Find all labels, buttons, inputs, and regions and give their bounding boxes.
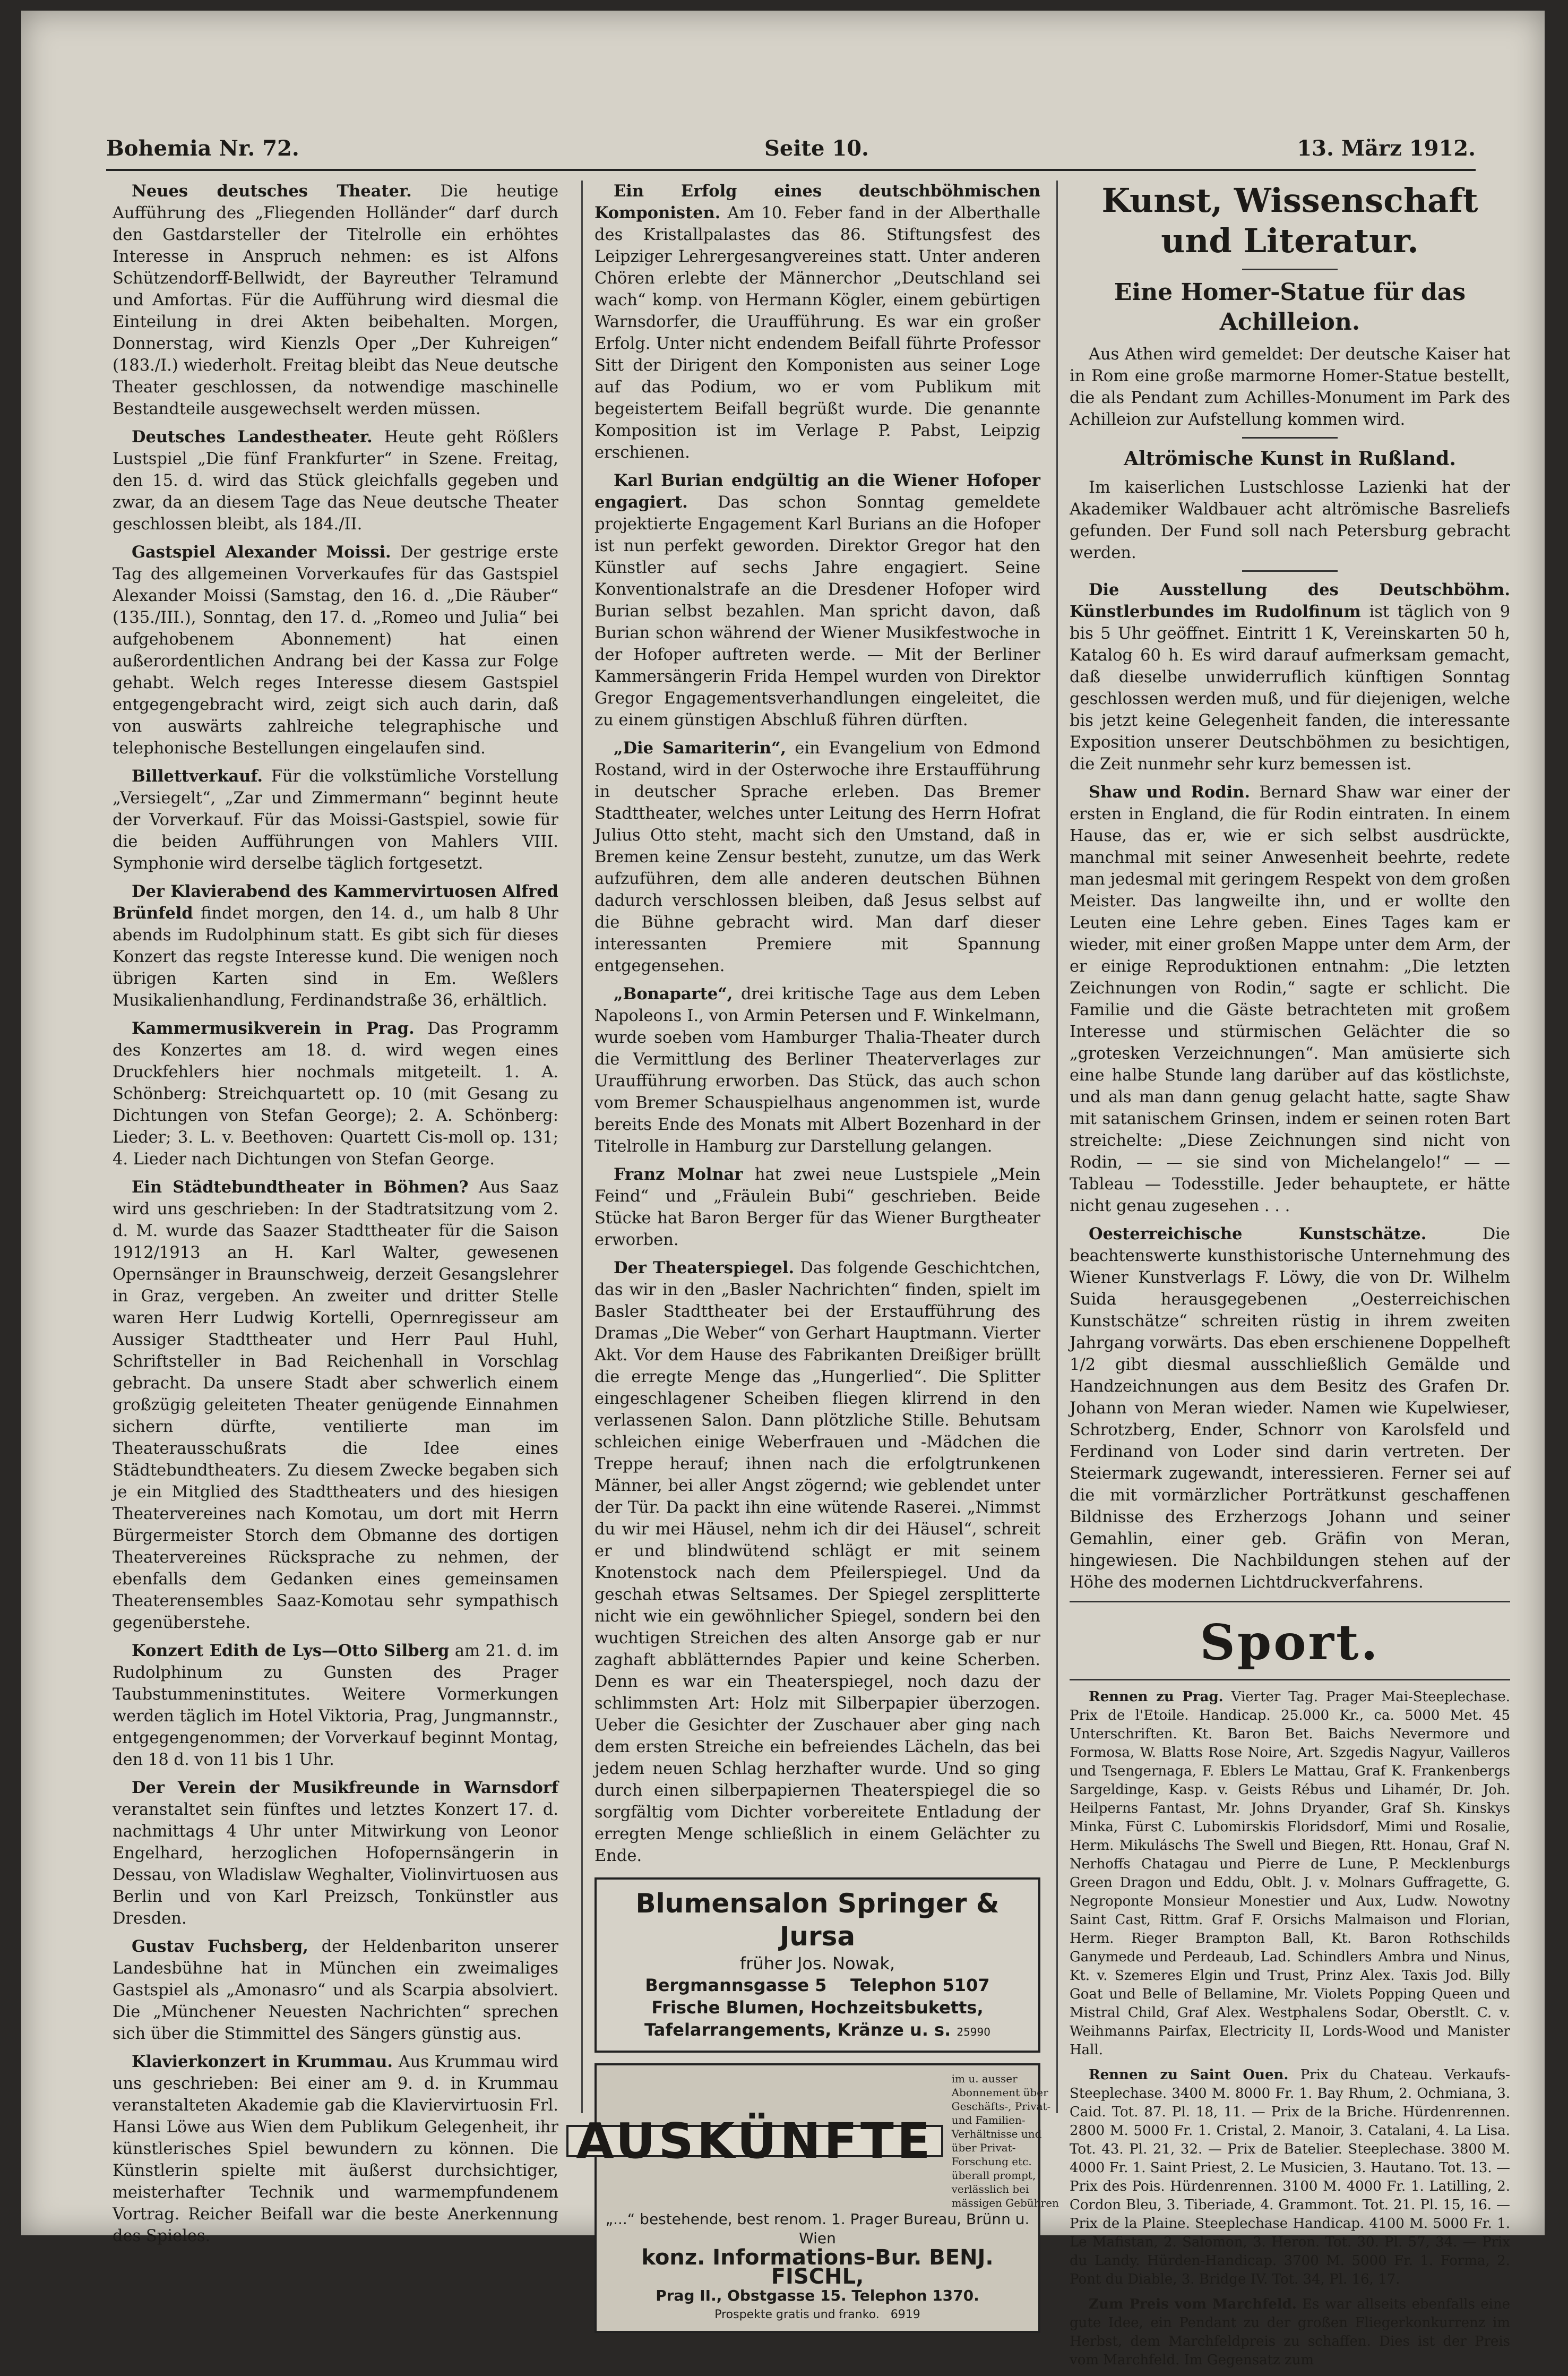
header-page-number: Seite 10. bbox=[764, 136, 869, 161]
headline-altrom: Altrömische Kunst in Rußland. bbox=[1124, 448, 1456, 470]
ad-address: Prag II., Obstgasse 15. Telephon 1370. bbox=[656, 2287, 979, 2304]
article: Der Verein der Musikfreunde in Warnsdorf veranstaltet sein fünftes und letztes Konzert 17. d. nachmittags 4 Uhr unter Mitwirkung von Leonor Engelhard, herzoglichen Hofopernsängerin in Dessau, von Wladislaw Weghalter, Violinvirtuosen aus Berlin und von Karl Preizsch, Tonkünstler aus Dresden. bbox=[113, 1778, 558, 1928]
article: „Die Samariterin“, ein Evangelium von Edmond Rostand, wird in der Osterwoche ihre Erstaufführung in deutscher Sprache erleben. Das Bremer Stadttheater, welches unter Leitung des Herrn Hofrat Julius Otto steht, macht sich den Umstand, daß in Bremen keine Zensur besteht, zunutze, um das Werk aufzuführen, dem alle anderen deutschen Bühnen dadurch verschlossen bleiben, daß Jesus selbst auf die Bühne gebracht wird. Man darf dieser interessanten Premiere mit Spannung entgegensehen. bbox=[595, 739, 1040, 975]
article: Ein Städtebundtheater in Böhmen? Aus Saaz wird uns geschrieben: In der Stadtratsitzung vom 2. d. M. wurde das Saazer Stadttheater für die Saison 1912/1913 an H. Karl Walter, gewesenen Opernsänger in Braunschweig, derzeit Gesangslehrer in Graz, vergeben. An zweiter und dritter Stelle waren Herr Ludwig Kortelli, Opernregisseur am Aussiger Stadttheater und Herr Paul Huhl, Schriftsteller in Bad Reichenhall in Vorschlag gebracht. Da unsere Stadt aber schwerlich einem großzügig geleiteten Theater genügende Einnahmen sichern dürfte, ventilierte man im Theaterausschußrats die Idee eines Städtebundtheaters. Zu diesem Zwecke begaben sich je ein Mitglied des Stadttheaters und des hiesigen Theatervereines nach Komotau, um dort mit Herrn Bürgermeister Storch dem Obmanne des dortigen Theatervereines Rücksprache zu nehmen, der ebenfalls dem Gedanken eines gemeinsamen Theaterensembles Saaz-Komotau sehr sympathisch gegenüberstehe. bbox=[113, 1178, 558, 1632]
ad-offer: Frische Blumen, Hochzeitsbuketts, Tafelarrangements, Kränze u. s. 25990 bbox=[644, 1997, 990, 2040]
article: Gustav Fuchsberg, der Heldenbariton unserer Landesbühne hat in München ein zweimaliges Gastspiel als „Amonasro“ und als Scarpia absolviert. Die „Münchener Neuesten Nachrichten“ sprechen sich über die Stimmittel des Sängers günstig aus. bbox=[113, 1937, 558, 2043]
column-divider bbox=[581, 181, 583, 2113]
article: Franz Molnar hat zwei neue Lustspiele „Mein Feind“ und „Fräulein Bubi“ geschrieben. Beide Stücke hat Baron Berger für das Wiener Burgtheater erworben. bbox=[595, 1165, 1040, 1249]
page-header bbox=[106, 132, 1476, 171]
divider bbox=[1242, 269, 1338, 270]
ad-wordmark: AUSKÜNFTE bbox=[566, 2125, 943, 2157]
ad-tagline: „...“ bestehende, best renom. 1. Prager Bureau, Brünn u. Wien bbox=[605, 2210, 1030, 2247]
article: Billettverkauf. Für die volkstümliche Vorstellung „Versiegelt“, „Zar und Zimmermann“ beginnt heute der Vorverkauf. Für das Moissi-Gastspiel, sowie für die beiden Aufführungen von Mahlers VIII. Symphonie wird derselbe täglich fortgesetzt. bbox=[113, 767, 558, 873]
article: Gastspiel Alexander Moissi. Der gestrige erste Tag des allgemeinen Vorverkaufes für das Gastspiel Alexander Moissi (Samstag, den 16. d. „Die Räuber“ (135./III.), Sonntag, den 17. d. „Romeo und Julia“ bei aufgehobenem Abonnement) hat einen außerordentlichen Andrang bei der Kassa zur Folge gehabt. Welch reges Interesse diesem Gastspiel entgegengebracht wird, zeigt sich auch darin, daß von auswärts zahlreiche telegraphische und telephonische Bestellungen eingelaufen sind. bbox=[113, 543, 559, 758]
column-2 bbox=[576, 181, 1059, 2344]
article: Deutsches Landestheater. Heute geht Rößlers Lustspiel „Die fünf Frankfurter“ in Szene. Freitag, den 15. d. wird das Stück gleichfalls gegeben und zwar, da an diesem Tage das Neue deutsche Theater geschlossen bleibt, als 184./II. bbox=[113, 427, 559, 534]
article: „Bonaparte“, drei kritische Tage aus dem Leben Napoleons I., von Armin Petersen und F. Winkelmann, wurde soeben vom Hamburger Thalia-Theater durch die Vermittlung des Berliner Theaterverlages zur Uraufführung erworben. Das Stück, das auch schon vom Bremer Schauspielhaus angenommen ist, wurde bereits Ende des Monats mit Albert Bozenhard in der Titelrolle in Hamburg zur Darstellung gelangen. bbox=[595, 984, 1040, 1156]
ad-masthead bbox=[566, 2072, 1068, 2210]
column-divider bbox=[1056, 181, 1058, 2113]
section-title-kunst: Kunst, Wissenschaft und Literatur. bbox=[1101, 181, 1478, 260]
headline-homer: Eine Homer-Statue für das Achilleion. bbox=[1114, 279, 1466, 336]
ad-firm: konz. Informations-Bur. BENJ. FISCHL, bbox=[641, 2245, 994, 2289]
column-3 bbox=[1070, 181, 1510, 2376]
newspaper-page bbox=[21, 11, 1545, 2368]
article: Zum Preis vom Marchfeld. Es war allseits ebenfalls eine gute Idee, ein Pendant zu der großen Fliegerkonkurrenz im Herbst, dem Marchfeldpreis zu schaffen. Dies ist der Preis vom Marchfeld. Im Gegensatz zum bbox=[1070, 2296, 1510, 2368]
column-1 bbox=[113, 181, 558, 2253]
ad-subtitle: früher Jos. Nowak, bbox=[739, 1953, 895, 1974]
divider bbox=[1242, 570, 1338, 572]
ad-contact: Bergmannsgasse 5 Telephon 5107 bbox=[645, 1975, 990, 1995]
article: Der Klavierabend des Kammervirtuosen Alfred Brünfeld findet morgen, den 14. d., um halb 8 Uhr abends im Rudolphinum statt. Es gibt sich für dieses Konzert das regste Interesse kund. Die wenigen noch übrigen Karten sind in Em. Weßlers Musikalienhandlung, Ferdinandstraße 36, erhältlich. bbox=[113, 882, 559, 1010]
ad-sidetext: im u. ausser Abonnement über Geschäfts-, Privat- und Familien-Verhältnisse und über Privat-Forschung etc. überall prompt, verlässlich bei mässigen Gebühren bbox=[951, 2072, 1059, 2209]
article: Ein Erfolg eines deutschböhmischen Komponisten. Am 10. Feber fand in der Alberthalle des Kristallpalastes das 86. Stiftungsfest des Leipziger Lehrergesangvereines statt. Unter anderen Chören erlebte der Männerchor „Deutschland sei wach“ komp. von Hermann Kögler, einem gebürtigen Warnsdorfer, die Uraufführung. Es war ein großer Erfolg. Unter nicht endendem Beifall führte Professor Sitt der Dirigent den Komponisten aus seiner Loge auf das Podium, wo er vom Publikum mit begeistertem Beifall begrüßt wurde. Die genannte Komposition ist im Verlage P. Pabst, Leipzig erschienen. bbox=[595, 182, 1040, 462]
article: Neues deutsches Theater. Die heutige Aufführung des „Fliegenden Holländer“ darf durch den Gastdarsteller der Titelrolle ein erhöhtes Interesse in Anspruch nehmen: es ist Alfons Schützendorff-Bellwidt, der Bayreuther Telramund und Amfortas. Für die Aufführung wird diesmal die Einteilung in drei Akten beibehalten. Morgen, Donnerstag, wird Kienzls Oper „Der Kuhreigen“ (183./I.) wiederholt. Freitag bleibt das Neue deutsche Theater geschlossen, da notwendige maschinelle Bestandteile ausgewechselt werden müssen. bbox=[113, 182, 559, 418]
article: Klavierkonzert in Krummau. Aus Krummau wird uns geschrieben: Bei einer am 9. d. in Krummau veranstalteten Akademie gab die Klaviervirtuosin Frl. Hansi Löwe aus Wien dem Publikum Gelegenheit, ihr künstlerisches Spiel bewundern zu können. Die Künstlerin spielte mit äußerst durchsichtiger, meisterhafter Technik und warmempfundenem Vortrag. Reicher Beifall war die beste Anerkennung des Spieles. bbox=[113, 2052, 559, 2245]
article: Konzert Edith de Lys—Otto Silberg am 21. d. im Rudolphinum zu Gunsten des Prager Taubstummeninstitutes. Weitere Vormerkungen werden täglich im Hotel Viktoria, Prag, Jungmannstr., entgegengenommen; der Vorverkauf beginnt Montag, den 18 d. von 11 bis 1 Uhr. bbox=[113, 1641, 558, 1769]
article: Aus Athen wird gemeldet: Der deutsche Kaiser hat in Rom eine große marmorne Homer-Statue bestellt, die als Pendant zum Achilles-Monument im Park des Achilleion zur Aufstellung kommen wird. bbox=[1070, 345, 1510, 429]
header-date: 13. März 1912. bbox=[1297, 136, 1476, 161]
article: Rennen zu Saint Ouen. Prix du Chateau. Verkaufs-Steeplechase. 3400 M. 8000 Fr. 1. Bay Rhum, 2. Ochmiana, 3. Caid. Tot. 87. Pl. 18, 11. — Prix de la Briche. Hürdenrennen. 2800 M. 5000 Fr. 1. Cristal, 2. Manoir, 3. Catalani, 4. La Lisa. Tot. 43. Pl. 21, 32. — Prix de Batelier. Steeplechase. 3800 M. 4000 Fr. 1. Saint Priest, 2. Le Musicien, 3. Hautano. Tot. 13. — Prix des Pois. Hürdenrennen. 3100 M. 4000 Fr. 1. Latilling, 2. Cordon Bleu, 3. Tiberiade, 4. Grammont. Tot. 21. Pl. 15, 16. — Prix de la Plaine. Steeplechase Handicap. 4100 M. 5000 Fr. 1. Le Mafistan, 2. Salomon, 3. Heron. Tot. 30. Pl. 57, 34. — Prix du Landy. Hürden-Handicap. 3700 M. 5000 Fr. 1. Forma, 2. Pont du Diable, 3. Bridge IV. Tot. 34, Pl. 16, 17. bbox=[1070, 2067, 1511, 2287]
article: Kammermusikverein in Prag. Das Programm des Konzertes am 18. d. wird wegen eines Druckfehlers hier nochmals mitgeteilt. 1. A. Schönberg: Streichquartett op. 10 (mit Gesang zu Dichtungen von Stefan George); 2. A. Schönberg: Lieder; 3. L. v. Beethoven: Quartett Cis-moll op. 131; 4. Lieder nach Dichtungen von Stefan George. bbox=[113, 1019, 558, 1169]
section-title-sport: Sport. bbox=[1200, 1614, 1380, 1671]
divider bbox=[1242, 437, 1338, 439]
header-issue: Bohemia Nr. 72. bbox=[106, 136, 299, 161]
ad-title: Blumensalon Springer & Jursa bbox=[635, 1888, 1000, 1952]
advertisement-springer-jursa bbox=[595, 1877, 1040, 2053]
ad-footer: Prospekte gratis und franko. 6919 bbox=[714, 2308, 920, 2321]
article: Der Theaterspiegel. Das folgende Geschichtchen, das wir in den „Basler Nachrichten“ finden, spielt im Basler Stadttheater bei der Erstaufführung des Dramas „Die Weber“ von Gerhart Hauptmann. Vierter Akt. Vor dem Hause des Fabrikanten Dreißiger brüllt die erregte Menge das „Hungerlied“. Die Splitter eingeschlagener Scheiben fliegen klirrend in den verlassenen Salon. Dann plötzliche Stille. Behutsam schleichen einige Weberfrauen und -Mädchen die Treppe herauf; ihnen nach die erfolgtrunkenen Männer, bei aller Angst zögernd; wie geblendet unter der Tür. Da packt ihn eine wütende Raserei. „Nimmst du wir mei Häusel, nehm ich dir dei Häusel“, schreit er und blindwütend schlägt er mit seinem Knotenstock nach dem Pfeilerspiegel. Und da geschah etwas Seltsames. Der Spiegel zersplitterte nicht wie ein gewöhnlicher Spiegel, sondern bei den wuchtigen Streichen des alten Ansorge gab er nur zaghaft abblätterndes Papier und keine Scherben. Denn es war ein Theaterspiegel, noch dazu der schlimmsten Art: Holz mit Silberpapier überzogen. Ueber die Gesichter der Zuschauer aber ging nach dem ersten Streiche ein befreiendes Lächeln, das bei jedem neuen Schlag herzhafter wurde. Und so ging durch einen silberpapiernen Theaterspiegel die so sorgfältig vom Dichter vorbereitete Entladung der erregten Menge schließlich in einem Gelächter zu Ende. bbox=[595, 1258, 1040, 1865]
divider bbox=[1070, 1679, 1510, 1680]
article: Rennen zu Prag. Vierter Tag. Prager Mai-Steeplechase. Prix de l'Etoile. Handicap. 25.000 Kr., ca. 5000 Met. 45 Unterschriften. Kt. Baron Bet. Baichs Nevermore und Formosa, W. Blatts Rose Noire, Art. Szgedis Nagyur, Vailleros und Tsengernaga, F. Eblers Le Mattau, Graf K. Frankenbergs Sargeldinge, Kasp. v. Geists Rébus und Lihamér, Dr. Joh. Heilperns Fantast, Mr. Johns Dryander, Graf Sh. Kinskys Minka, Fürst C. Lubomirskis Floridsdorf, Mimi und Rosalie, Herm. Mikuláschs The Swell und Biegen, Rtt. Honau, Graf N. Nerhoffs Chatagau und Pierre de Lune, P. Mecklenburgs Green Dragon und Eddu, Oblt. J. v. Molnars Guffragette, G. Negroponte Monsieur Monestier und Aux, Ludw. Nowotny Saint Cast, Rittm. Graf F. Orsichs Malmaison und Florian, Herm. Rieger Brampton Ball, Kt. Baron Rothschilds Ganymede und Perdeaub, Lad. Schindlers Ambra und Ninus, Kt. v. Szemeres Elgin und Trust, Prinz Alex. Taxis Jod. Billy Goat und Belle of Bellamine, Mr. Violets Popping Queen und Mistral Child, Graf Alex. Westphalens Sodar, Oberstlt. C. v. Weihmanns Pairfax, Electricity II, Lords-Wood und Manister Hall. bbox=[1070, 1689, 1511, 2058]
article: Karl Burian endgültig an die Wiener Hofoper engagiert. Das schon Sonntag gemeldete projektierte Engagement Karl Burians an die Hofoper ist nun perfekt geworden. Direktor Gregor hat den Künstler auf sechs Jahre engagiert. Seine Konventionalstrafe an die Dresdener Hofoper wird Burian selbst bezahlen. Man spricht davon, daß Burian schon während der Wiener Musikfestwoche in der Hofoper auftreten werde. — Mit der Berliner Kammersängerin Frida Hempel wurden von Direktor Gregor Engagementsverhandlungen eingeleitet, die zu einem günstigen Abschluß führen dürften. bbox=[595, 471, 1040, 730]
article: Shaw und Rodin. Bernard Shaw war einer der ersten in England, die für Rodin eintraten. In einem Hause, das er, wie er sich selbst ausdrückte, manchmal mit seiner Anwesenheit beehrte, redete man jedesmal mit geringem Respekt von dem großen Meister. Das langweilte ihn, und er wollte den Leuten eine Lehre geben. Eines Tages kam er wieder, mit einer großen Mappe unter dem Arm, der er einige Reproduktionen entnahm: „Die letzten Zeichnungen von Rodin,“ sagte er schlicht. Die Familie und die Gäste betrachteten mit großem Interesse und stürmischen Gelächter die so „grotesken Verzeichnungen“. Man amüsierte sich eine halbe Stunde lang darüber auf das köstlichste, und als man dann genug gelacht hatte, sagte Shaw mit satanischem Grinsen, indem er seinen roten Bart streichelte: „Diese Zeichnungen sind nicht von Rodin, — — sie sind von Michelangelo!“ — — Tableau — Todesstille. Jeder behauptete, er hätte nicht genau zugesehen . . . bbox=[1070, 783, 1510, 1215]
divider bbox=[1070, 1601, 1510, 1602]
article: Die Ausstellung des Deutschböhm. Künstlerbundes im Rudolfinum ist täglich von 9 bis 5 Uhr geöffnet. Eintritt 1 K, Vereinskarten 50 h, Katalog 60 h. Es wird darauf aufmerksam gemacht, daß dieselbe unwiderruflich künftigen Sonntag geschlossen werden muß, und für diejenigen, welche bis jetzt keine Gelegenheit fanden, die interessante Exposition unserer Deutschböhmen zu besichtigen, die Zeit nunmehr sehr kurz bemessen ist. bbox=[1070, 580, 1510, 774]
article: Im kaiserlichen Lustschlosse Lazienki hat der Akademiker Waldbauer acht altrömische Basreliefs gefunden. Der Fund soll nach Petersburg gebracht werden. bbox=[1070, 478, 1510, 562]
advertisement-auskuenfte bbox=[576, 2063, 1059, 2333]
article: Oesterreichische Kunstschätze. Die beachtenswerte kunsthistorische Unternehmung des Wiener Kunstverlags F. Löwy, die von Dr. Wilhelm Suida herausgegebenen „Oesterreichischen Kunstschätze“ schreiten rüstig in ihrem zweiten Jahrgang vorwärts. Das eben erschienene Doppelheft 1/2 gibt diesmal ausschließlich Gemälde und Handzeichnungen aus dem Besitz des Grafen Dr. Johann von Meran wieder. Namen wie Kupelwieser, Schrotzberg, Ender, Schnorr von Karolsfeld und Ferdinand von Loder sind darin vertreten. Der Steiermark zugewandt, interessieren. Ferner sei auf die mit vormärzlicher Porträtkunst geschaffenen Bildnisse des Erzherzogs Johann und seiner Gemahlin, einer geb. Gräfin von Meran, hingewiesen. Die Nachbildungen stehen auf der Höhe des modernen Lichtdruckverfahrens. bbox=[1070, 1224, 1510, 1592]
